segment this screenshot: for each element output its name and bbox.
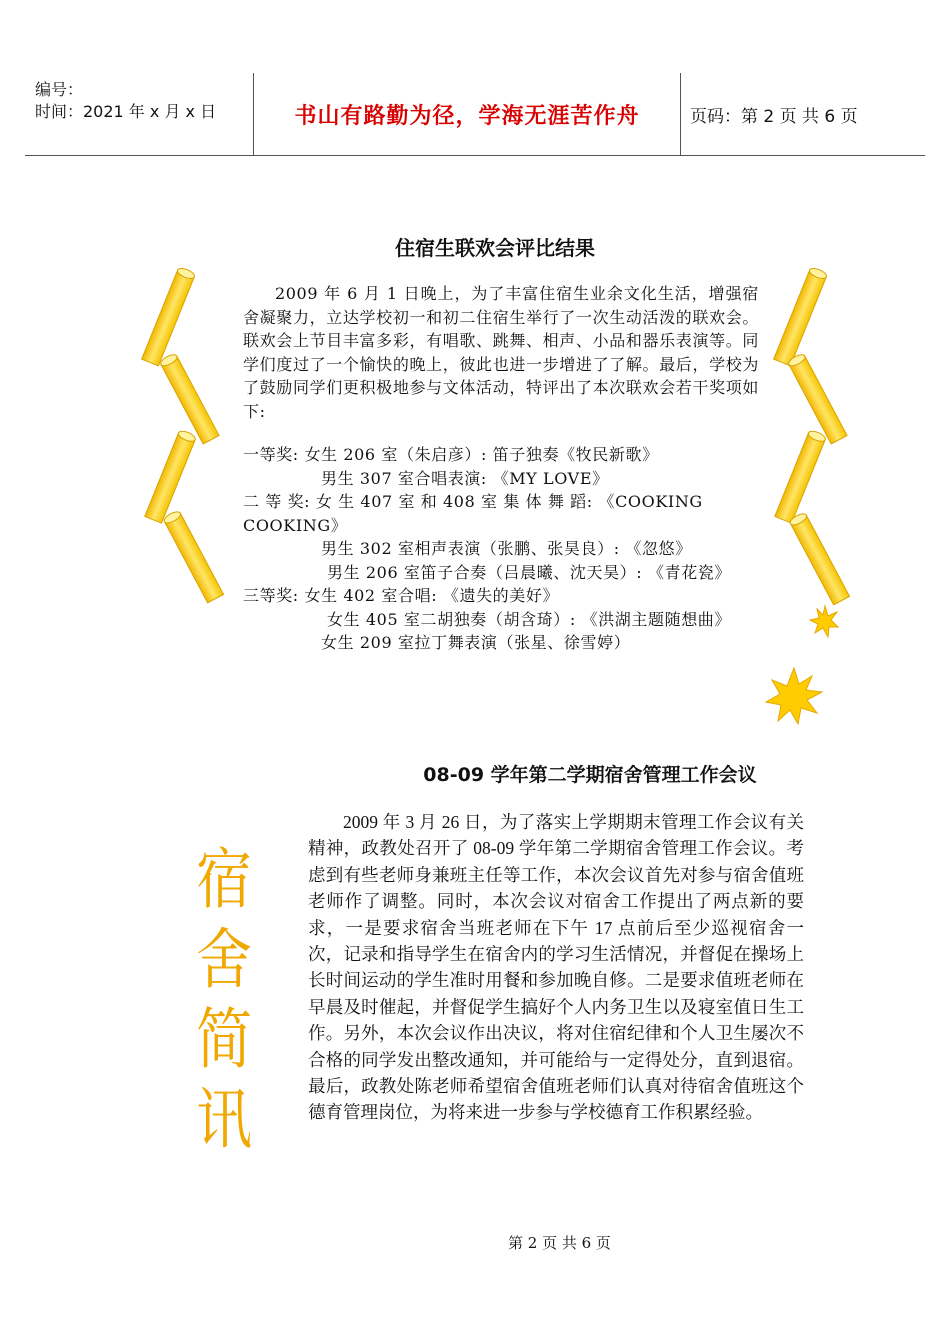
decorative-bar <box>787 353 847 444</box>
wordart-char: 讯 <box>196 1081 253 1158</box>
decorative-bar <box>163 510 224 603</box>
wordart-char: 宿 <box>196 841 253 918</box>
decorative-bar <box>789 512 850 605</box>
header-motto: 书山有路勤为径，学海无涯苦作舟 <box>294 103 640 129</box>
award-line: 男生 302 室相声表演（张鹏、张昊良）: 《忽悠》 <box>321 539 692 558</box>
award-line: 男生 206 室笛子合奏（吕晨曦、沈天昊）: 《青花瓷》 <box>327 562 731 582</box>
decorative-bar <box>145 429 197 523</box>
wordart-char: 简 <box>196 1001 253 1078</box>
page-footer: 第 2 页 共 6 页 <box>508 1234 611 1252</box>
award-line: 女生 405 室二胡独奏（胡含琦）: 《洪湖主题随想曲》 <box>327 609 731 629</box>
decorative-bar <box>775 429 827 523</box>
decorative-bar <box>159 353 219 444</box>
article-intro: 2009 年 6 月 1 日晚上，为了丰富住宿生业余文化生活，增强宿舍凝聚力，立达学校初一和初二住宿生举行了一次生动活泼的联欢会。联欢会上节目丰富多彩，有唱歌、跳舞、相声、小品和器乐表演等。同学们度过了一个愉快的晚上，彼此也进一步增进了了解。最后，学校为了鼓励同学们更积极地参与文体活动，特评出了本次联欢会若干奖项如下: <box>243 284 759 421</box>
wordart-char: 舍 <box>196 921 253 998</box>
award-line: 二 等 奖: 女 生 407 室 和 408 室 集 体 舞 蹈: 《COOKING COOKING》 <box>243 492 703 535</box>
article-body <box>243 282 759 655</box>
award-line: 男生 307 室合唱表演: 《MY LOVE》 <box>321 468 609 488</box>
star-icon <box>766 668 822 724</box>
header-page-code: 页码：第 2 页 共 6 页 <box>690 106 858 127</box>
award-line: 一等奖: 女生 206 室（朱启彦）: 笛子独奏《牧民新歌》 <box>243 445 659 464</box>
article-title: 08-09 学年第二学期宿舍管理工作会议 <box>423 764 757 786</box>
award-line: 三等奖: 女生 402 室合唱: 《遗失的美好》 <box>243 586 560 605</box>
doc-number-label: 编号： <box>35 80 84 99</box>
date-label: 时间：2021 年 x 月 x 日 <box>35 102 217 121</box>
article-title: 住宿生联欢会评比结果 <box>395 236 595 260</box>
wordart-title <box>196 840 253 1160</box>
decorative-bar <box>142 266 196 365</box>
star-icon <box>810 606 838 637</box>
award-line: 女生 209 室拉丁舞表演（张星、徐雪婷） <box>321 633 631 652</box>
article-body: 2009 年 3 月 26 日，为了落实上学期期末管理工作会议有关精神，政教处召开了 08-09 学年第二学期宿舍管理工作会议。考虑到有些老师身兼班主任等工作，本次会议首先对参与宿舍值班老师作了调整。同时，本次会议对宿舍工作提出了两点新的要求，一是要求宿舍当班老师在下午 17 点前后至少巡视宿舍一次，记录和指导学生在宿舍内的学习生活情况，并督促在操场上长时间运动的学生准时用餐和参加晚自修。二是要求值班老师在早晨及时催起，并督促学生搞好个人内务卫生以及寝室值日生工作。另外，本次会议作出决议，将对住宿纪律和个人卫生屡次不合格的同学发出整改通知，并可能给与一定得处分，直到退宿。最后，政教处陈老师希望宿舍值班老师们认真对待宿舍值班这个德育管理岗位，为将来进一步参与学校德育工作积累经验。 <box>308 812 804 1123</box>
decorative-bar <box>774 266 828 365</box>
